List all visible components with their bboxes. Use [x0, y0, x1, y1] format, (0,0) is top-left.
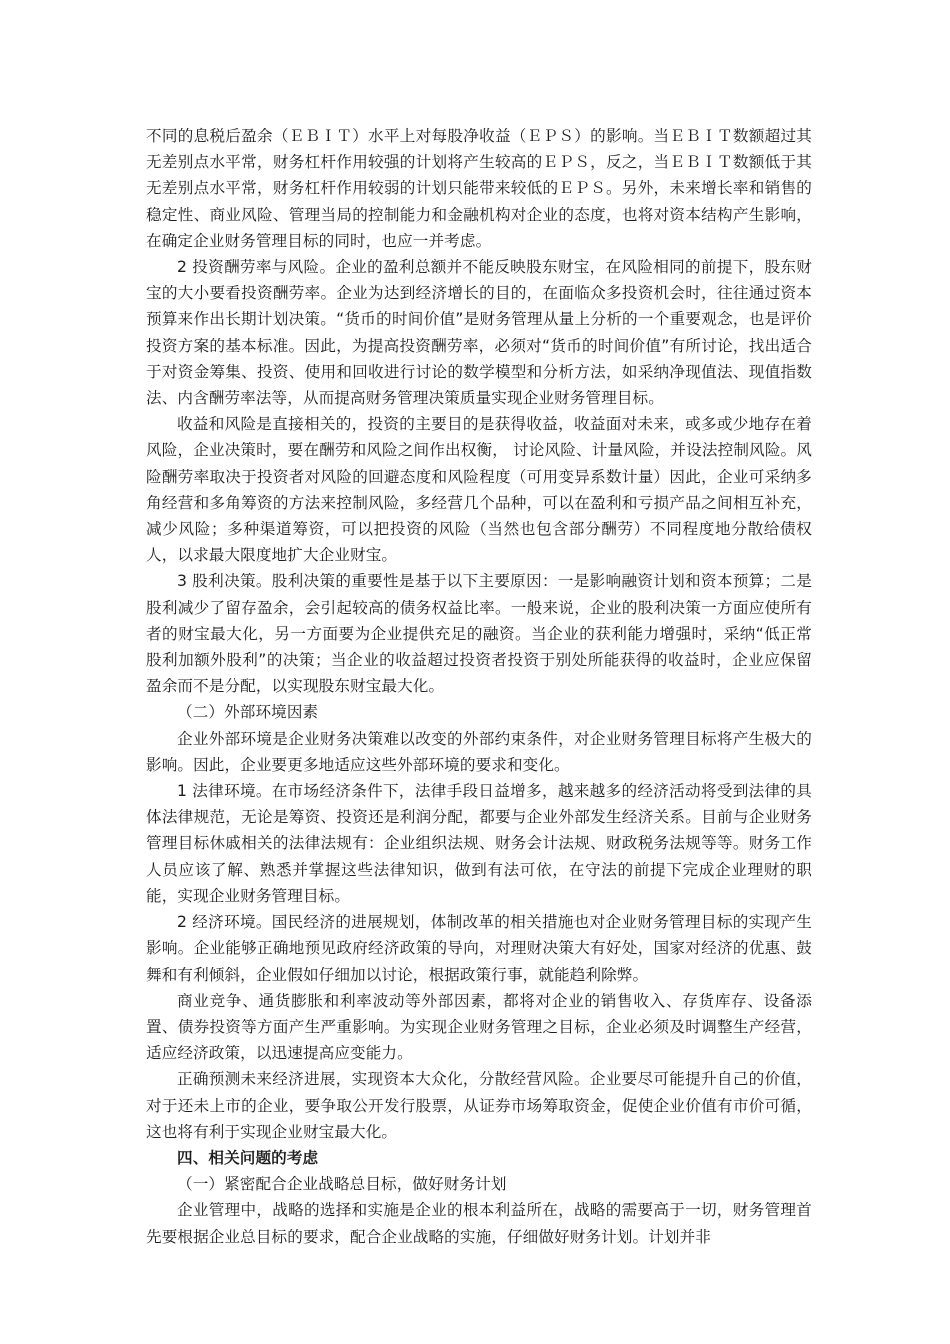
- paragraph-return-and-risk: 收益和风险是直接相关的，投资的主要目的是获得收益，收益面对未来，或多或少地存在着风险，企业决策时，要在酬劳和风险之间作出权衡， 讨论风险、计量风险，并设法控制风险。风险酬劳率取决于投资者对风险的回避态度和风险程度（可用变异系数计量）因此，企业可采纳多角经营和多角筹资的方法来控制风险，多经营几个品种，可以在盈利和亏损产品之间相互补充，减少风险；多种渠道筹资，可以把投资的风险（当然也包含部分酬劳）不同程度地分散给债权人，以求最大限度地扩大企业财宝。: [146, 415, 812, 565]
- paragraph-investment-return-risk: 2 投资酬劳率与风险。企业的盈利总额并不能反映股东财宝，在风险相同的前提下，股东财宝的大小要看投资酬劳率。企业为达到经济增长的目的，在面临众多投资机会时，往往通过资本预算来作出长期计划决策。“货币的时间价值”是财务管理从量上分析的一个重要观念，也是评价投资方案的基本标准。因此，为提高投资酬劳率，必须对“货币的时间价值”有所讨论，找出适合于对资金筹集、投资、使用和回收进行讨论的数学模型和分析方法，如采纳净现值法、现值指数法、内含酬劳率法等，从而提高财务管理决策质量实现企业财务管理目标。: [146, 258, 812, 408]
- subheading-strategy-financial-plan: （一）紧密配合企业战略总目标，做好财务计划: [177, 1175, 507, 1194]
- section-heading-related-issues: 四、相关问题的考虑: [177, 1148, 319, 1167]
- paragraph-dividend-decision: 3 股利决策。股利决策的重要性是基于以下主要原因：一是影响融资计划和资本预算；二是股利减少了留存盈余，会引起较高的债务权益比率。一般来说，企业的股利决策一方面应使所有者的财宝最大化，另一方面要为企业提供充足的融资。当企业的获利能力增强时，采纳“低正常股利加额外股利”的决策；当企业的收益超过投资者投资于别处所能获得的收益时，企业应保留盈余而不是分配，以实现股东财宝最大化。: [146, 572, 812, 696]
- paragraph-legal-environment: 1 法律环境。在市场经济条件下，法律手段日益增多，越来越多的经济活动将受到法律的具体法律规范，无论是筹资、投资还是利润分配，都要与企业外部发生经济关系。目前与企业财务管理目标休戚相关的法律法规有：企业组织法规、财务会计法规、财政税务法规等等。财务工作人员应该了解、熟悉并掌握这些法律知识，做到有法可依，在守法的前提下完成企业理财的职能，实现企业财务管理目标。: [146, 782, 812, 905]
- paragraph-commercial-competition: 商业竞争、通货膨胀和利率波动等外部因素，都将对企业的销售收入、存货库存、设备添置、债券投资等方面产生严重影响。为实现企业财务管理之目标，企业必须及时调整生产经营，适应经济政策，以迅速提高应变能力。: [146, 991, 812, 1063]
- paragraph-external-environment: 企业外部环境是企业财务决策难以改变的外部约束条件，对企业财务管理目标将产生极大的影响。因此，企业要更多地适应这些外部环境的要求和变化。: [146, 729, 812, 774]
- paragraph-enterprise-management: 企业管理中，战略的选择和实施是企业的根本利益所在，战略的需要高于一切，财务管理首先要根据企业总目标的要求，配合企业战略的实施，仔细做好财务计划。计划并非: [146, 1201, 812, 1246]
- paragraph-economic-environment: 2 经济环境。国民经济的进展规划，体制改革的相关措施也对企业财务管理目标的实现产生影响。企业能够正确地预见政府经济政策的导向，对理财决策大有好处，国家对经济的优惠、鼓舞和有利倾斜，企业假如仔细加以讨论，根据政策行事，就能趋利除弊。: [146, 913, 812, 984]
- paragraph-ebit-eps: 不同的息税后盈余（ＥＢＩＴ）水平上对每股净收益（ＥＰＳ）的影响。当ＥＢＩＴ数额超过其无差别点水平常，财务杠杆作用较强的计划将产生较高的ＥＰＳ，反之，当ＥＢＩＴ数额低于其无差别点水平常，财务杠杆作用较弱的计划只能带来较低的ＥＰＳ。另外，未来增长率和销售的稳定性、商业风险、管理当局的控制能力和金融机构对企业的态度，也将对资本结构产生影响，在确定企业财务管理目标的同时，也应一并考虑。: [146, 127, 812, 250]
- document-page: [146, 123, 812, 1250]
- paragraph-forecast-economy: 正确预测未来经济进展，实现资本大众化，分散经营风险。企业要尽可能提升自己的价值，对于还未上市的企业，要争取公开发行股票，从证券市场筹取资金，促使企业价值有市价可循，这也将有利于实现企业财宝最大化。: [146, 1070, 812, 1141]
- subheading-external-environment: （二）外部环境因素: [177, 703, 319, 722]
